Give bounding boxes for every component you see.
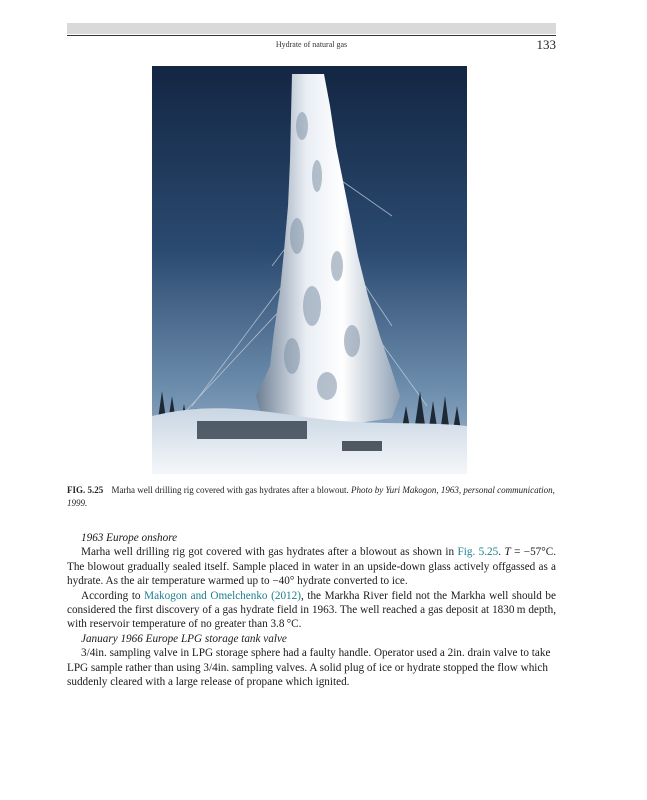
shed bbox=[197, 421, 307, 439]
caption-text: Marha well drilling rig covered with gas hydrates after a blowout. bbox=[111, 485, 349, 495]
figure-reference-link[interactable]: Fig. 5.25 bbox=[457, 546, 499, 559]
figure-label: FIG. 5.25 bbox=[67, 485, 104, 495]
equipment bbox=[342, 441, 382, 451]
section-heading-1963: 1963 Europe onshore bbox=[81, 532, 178, 544]
figure-caption bbox=[67, 484, 556, 510]
paragraph-1: Marha well drilling rig got covered with gas hydrates after a blowout as shown in Fig. 5.25. T = −57°C. The blowout gradually sealed itself. Sample placed in water in an upside-down glass actively offgassed as a hydrate. As the air temperature warmed up to −40° hydrate converted to ice. bbox=[67, 546, 557, 588]
top-gray-bar bbox=[67, 23, 556, 34]
caption-credit: Photo by Yuri Makogon, 1963, personal communication, 1999. bbox=[67, 485, 555, 508]
paragraph-3: 3/4in. sampling valve in LPG storage sphere had a faulty handle. Operator used a 2in. drain valve to take LPG sample rather than using 3/4in. sampling valves. A solid plug of ice or hydrate stopped the flow which suddenly cleared with a large release of propane which ignited. bbox=[67, 647, 551, 689]
figure-photo-ice-covered-rig bbox=[152, 66, 467, 474]
paragraph-2: According to Makogon and Omelchenko (2012), the Markha River field not the Markha well should be considered the first discovery of a gas hydrate field in 1963. The well reached a gas deposit at 1830 m depth, with reservoir temperature of no greater than 3.8 °C. bbox=[67, 589, 556, 631]
body-text bbox=[67, 531, 556, 689]
page-number: 133 bbox=[536, 37, 556, 52]
running-head: Hydrate of natural gas bbox=[275, 40, 348, 49]
header-rule bbox=[67, 35, 556, 36]
citation-link[interactable]: Makogon and Omelchenko (2012) bbox=[144, 589, 301, 602]
section-heading-1966: January 1966 Europe LPG storage tank valve bbox=[81, 632, 287, 645]
photo-svg bbox=[152, 66, 467, 474]
